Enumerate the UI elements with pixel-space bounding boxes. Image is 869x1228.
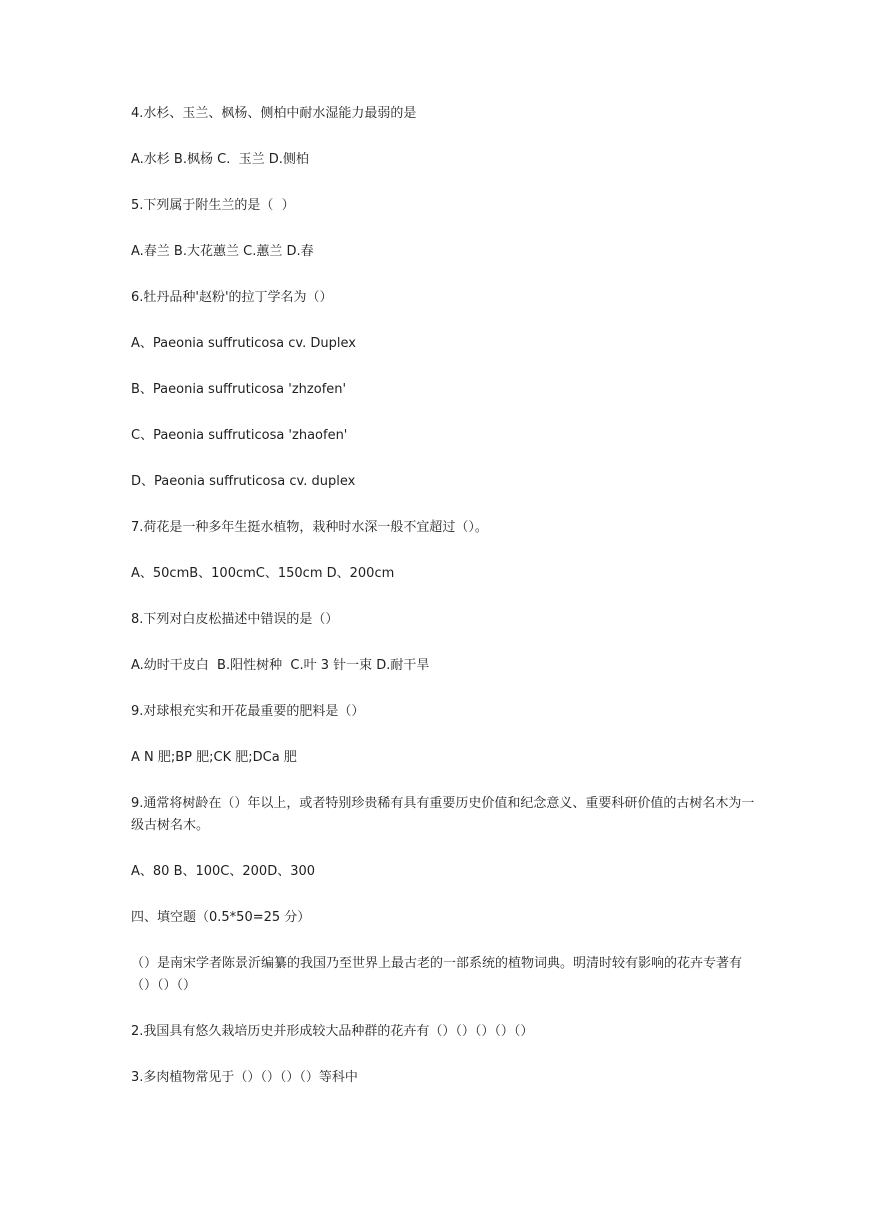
question-7-stem: 7.荷花是一种多年生挺水植物，栽种时水深一般不宜超过（）。 bbox=[131, 520, 488, 535]
question-5-options: A.春兰 B.大花蕙兰 C.蕙兰 D.春 bbox=[131, 244, 314, 259]
question-9b-stem: 9.通常将树龄在（）年以上，或者特别珍贵稀有具有重要历史价值和纪念意义、重要科研价值的古树名木为一级古树名木。 bbox=[131, 796, 755, 833]
question-6-option-c: C、Paeonia suffruticosa 'zhaofen' bbox=[131, 428, 348, 443]
question-6-option-b: B、Paeonia suffruticosa 'zhzofen' bbox=[131, 382, 347, 397]
question-6-option-d: D、Paeonia suffruticosa cv. duplex bbox=[131, 474, 356, 489]
question-8-stem: 8.下列对白皮松描述中错误的是（） bbox=[131, 612, 339, 627]
question-7-options: A、50cmB、100cmC、150cm D、200cm bbox=[131, 566, 395, 581]
question-4-options: A.水杉 B.枫杨 C. 玉兰 D.侧柏 bbox=[131, 152, 309, 167]
document-body bbox=[131, 103, 761, 1113]
fill-in-question-3: 3.多肉植物常见于（）（）（）（）等科中 bbox=[131, 1070, 358, 1085]
question-5-stem: 5.下列属于附生兰的是（ ） bbox=[131, 198, 295, 213]
fill-in-question-1: （）是南宋学者陈景沂编纂的我国乃至世界上最古老的一部系统的植物词典。明清时较有影响的花卉专著有（）（）（） bbox=[131, 956, 743, 993]
question-6-option-a: A、Paeonia suffruticosa cv. Duplex bbox=[131, 336, 356, 351]
question-8-options: A.幼时干皮白 B.阳性树种 C.叶 3 针一束 D.耐干旱 bbox=[131, 658, 430, 673]
section-heading-fill-in: 四、填空题（0.5*50=25 分） bbox=[131, 910, 311, 925]
question-6-stem: 6.牡丹品种'赵粉'的拉丁学名为（） bbox=[131, 290, 333, 305]
question-9-stem: 9.对球根充实和开花最重要的肥料是（） bbox=[131, 704, 365, 719]
question-4-stem: 4.水杉、玉兰、枫杨、侧柏中耐水湿能力最弱的是 bbox=[131, 106, 417, 121]
question-9b-options: A、80 B、100C、200D、300 bbox=[131, 864, 316, 879]
fill-in-question-2: 2.我国具有悠久栽培历史并形成较大品种群的花卉有（）（）（）（）（） bbox=[131, 1024, 534, 1039]
question-9-options: A N 肥;BP 肥;CK 肥;DCa 肥 bbox=[131, 750, 297, 765]
